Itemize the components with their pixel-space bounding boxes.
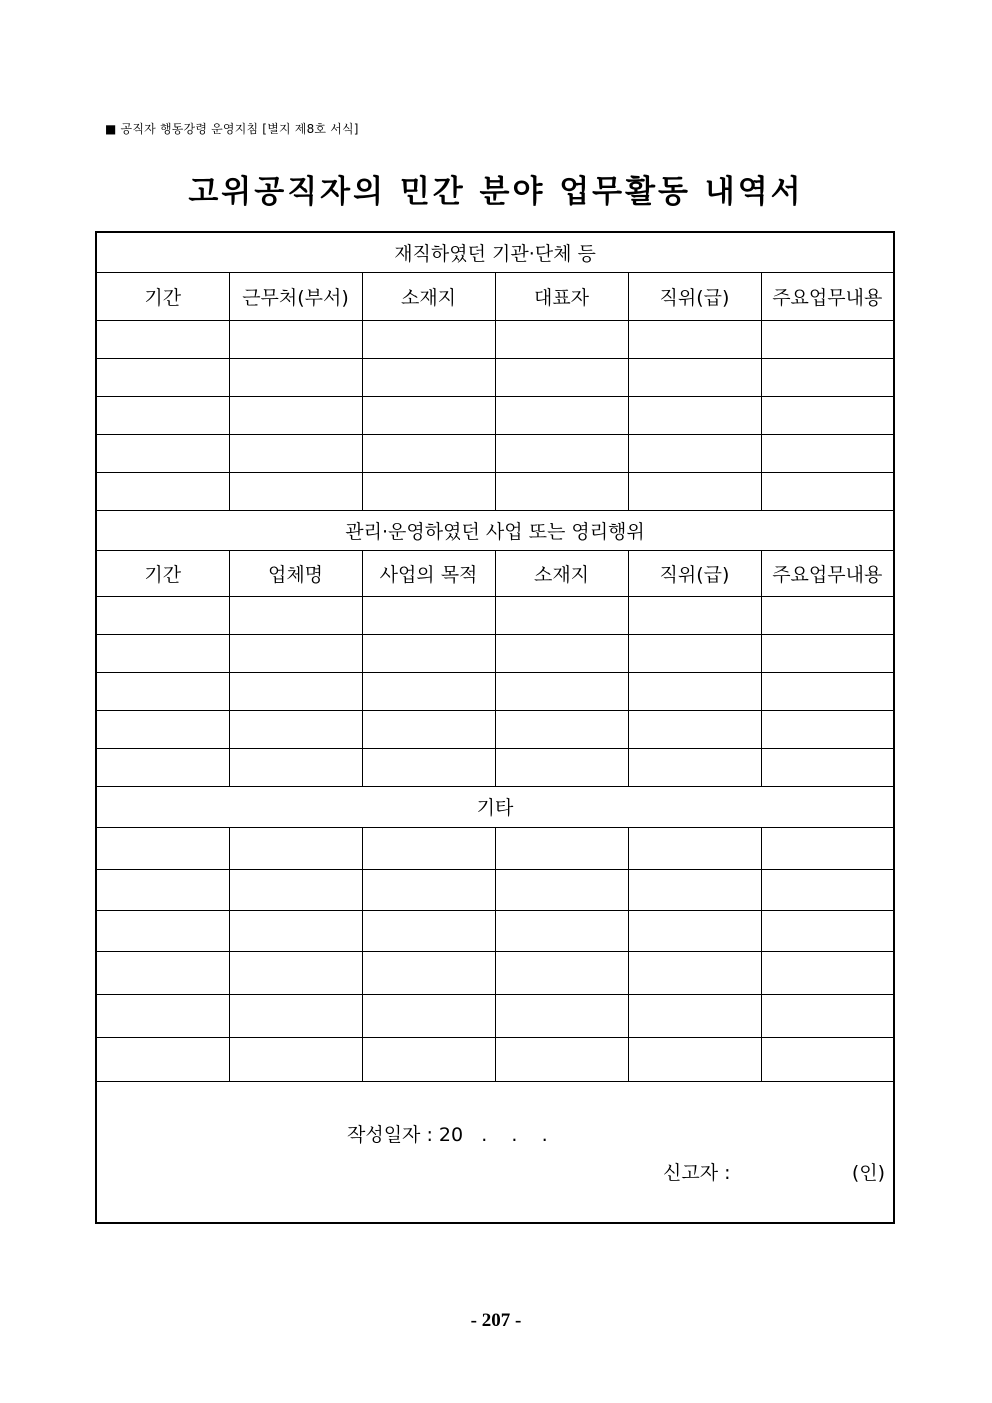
column-header-row [96, 550, 894, 596]
input-cell[interactable] [362, 596, 495, 634]
input-cell[interactable] [495, 994, 628, 1037]
document-title: 고위공직자의 민간 분야 업무활동 내역서 [188, 174, 804, 210]
input-cell[interactable] [362, 748, 495, 786]
input-cell[interactable] [362, 710, 495, 748]
table-row [96, 1037, 894, 1081]
input-cell[interactable] [362, 994, 495, 1037]
table-row [96, 434, 894, 472]
input-cell[interactable] [761, 434, 894, 472]
table-row [96, 910, 894, 951]
input-cell[interactable] [229, 320, 362, 358]
input-cell[interactable] [96, 1037, 229, 1081]
input-cell[interactable] [96, 910, 229, 951]
input-cell[interactable] [761, 472, 894, 510]
input-cell[interactable] [96, 358, 229, 396]
page-number: - 207 - [470, 1310, 522, 1331]
input-cell[interactable] [628, 994, 761, 1037]
table-row [96, 396, 894, 434]
input-cell[interactable] [761, 994, 894, 1037]
table-row [96, 634, 894, 672]
input-cell[interactable] [628, 910, 761, 951]
input-cell[interactable] [362, 320, 495, 358]
input-cell[interactable] [362, 634, 495, 672]
input-cell[interactable] [96, 634, 229, 672]
input-cell[interactable] [628, 320, 761, 358]
input-cell[interactable] [96, 596, 229, 634]
table-row [96, 827, 894, 869]
input-cell[interactable] [229, 434, 362, 472]
input-cell[interactable] [495, 472, 628, 510]
seal-mark: (인) [851, 1161, 886, 1184]
table-row [96, 320, 894, 358]
input-cell[interactable] [229, 827, 362, 869]
input-cell[interactable] [761, 320, 894, 358]
input-cell[interactable] [761, 869, 894, 910]
table-row [96, 869, 894, 910]
input-cell[interactable] [229, 396, 362, 434]
table-row [96, 748, 894, 786]
input-cell[interactable] [495, 396, 628, 434]
table-row [96, 951, 894, 994]
input-cell[interactable] [628, 596, 761, 634]
signature-block [96, 1081, 894, 1223]
input-cell[interactable] [761, 596, 894, 634]
input-cell[interactable] [761, 396, 894, 434]
input-cell[interactable] [495, 1037, 628, 1081]
section-header-row [96, 510, 894, 550]
activity-form-table [95, 231, 895, 1224]
section-header-row [96, 786, 894, 827]
section-institutions-label: 재직하였던 기관·단체 등 [96, 232, 894, 272]
input-cell[interactable] [362, 434, 495, 472]
input-cell[interactable] [96, 472, 229, 510]
input-cell[interactable] [628, 358, 761, 396]
input-cell[interactable] [229, 358, 362, 396]
table-row [96, 710, 894, 748]
input-cell[interactable] [229, 994, 362, 1037]
input-cell[interactable] [628, 1037, 761, 1081]
input-cell[interactable] [96, 869, 229, 910]
section-header-row [96, 232, 894, 272]
input-cell[interactable] [628, 710, 761, 748]
input-cell[interactable] [495, 951, 628, 994]
input-cell[interactable] [761, 1037, 894, 1081]
table-row [96, 994, 894, 1037]
input-cell[interactable] [96, 994, 229, 1037]
input-cell[interactable] [628, 634, 761, 672]
input-cell[interactable] [362, 827, 495, 869]
col-header-main-duties: 주요업무내용 [761, 272, 894, 320]
input-cell[interactable] [495, 748, 628, 786]
input-cell[interactable] [761, 710, 894, 748]
column-header-row [96, 272, 894, 320]
input-cell[interactable] [628, 827, 761, 869]
input-cell[interactable] [362, 358, 495, 396]
input-cell[interactable] [362, 869, 495, 910]
input-cell[interactable] [362, 472, 495, 510]
input-cell[interactable] [229, 910, 362, 951]
input-cell[interactable] [96, 672, 229, 710]
written-date-field[interactable]: 작성일자 : 20 . . . [347, 1123, 548, 1146]
input-cell[interactable] [628, 396, 761, 434]
input-cell[interactable] [229, 596, 362, 634]
input-cell[interactable] [229, 634, 362, 672]
input-cell[interactable] [229, 869, 362, 910]
input-cell[interactable] [96, 396, 229, 434]
input-cell[interactable] [495, 869, 628, 910]
input-cell[interactable] [628, 951, 761, 994]
input-cell[interactable] [761, 748, 894, 786]
col-header-period: 기간 [96, 550, 229, 596]
col-header-company-name: 업체명 [229, 550, 362, 596]
table-row [96, 672, 894, 710]
signature-row [96, 1081, 894, 1223]
col-header-main-duties: 주요업무내용 [761, 550, 894, 596]
input-cell[interactable] [362, 396, 495, 434]
input-cell[interactable] [96, 748, 229, 786]
input-cell[interactable] [229, 748, 362, 786]
input-cell[interactable] [495, 434, 628, 472]
input-cell[interactable] [229, 672, 362, 710]
col-header-period: 기간 [96, 272, 229, 320]
input-cell[interactable] [96, 951, 229, 994]
col-header-workplace: 근무처(부서) [229, 272, 362, 320]
col-header-representative: 대표자 [495, 272, 628, 320]
input-cell[interactable] [495, 672, 628, 710]
input-cell[interactable] [229, 951, 362, 994]
input-cell[interactable] [96, 827, 229, 869]
input-cell[interactable] [761, 951, 894, 994]
input-cell[interactable] [96, 320, 229, 358]
input-cell[interactable] [628, 869, 761, 910]
input-cell[interactable] [495, 710, 628, 748]
form-reference-note: ■ 공직자 행동강령 운영지침 [별지 제8호 서식] [105, 122, 359, 136]
reporter-field[interactable]: 신고자 : [663, 1161, 731, 1184]
col-header-position: 직위(급) [628, 272, 761, 320]
input-cell[interactable] [761, 910, 894, 951]
input-cell[interactable] [761, 827, 894, 869]
section-business-label: 관리·운영하였던 사업 또는 영리행위 [96, 510, 894, 550]
input-cell[interactable] [229, 472, 362, 510]
input-cell[interactable] [495, 910, 628, 951]
input-cell[interactable] [628, 748, 761, 786]
input-cell[interactable] [495, 596, 628, 634]
input-cell[interactable] [495, 827, 628, 869]
table-row [96, 358, 894, 396]
col-header-business-purpose: 사업의 목적 [362, 550, 495, 596]
section-other-label: 기타 [96, 786, 894, 827]
input-cell[interactable] [761, 672, 894, 710]
col-header-location: 소재지 [495, 550, 628, 596]
input-cell[interactable] [229, 710, 362, 748]
input-cell[interactable] [96, 710, 229, 748]
input-cell[interactable] [761, 634, 894, 672]
input-cell[interactable] [495, 320, 628, 358]
input-cell[interactable] [362, 672, 495, 710]
input-cell[interactable] [628, 472, 761, 510]
col-header-position: 직위(급) [628, 550, 761, 596]
input-cell[interactable] [362, 951, 495, 994]
input-cell[interactable] [628, 434, 761, 472]
input-cell[interactable] [628, 672, 761, 710]
table-row [96, 472, 894, 510]
input-cell[interactable] [96, 434, 229, 472]
input-cell[interactable] [229, 1037, 362, 1081]
col-header-location: 소재지 [362, 272, 495, 320]
input-cell[interactable] [495, 634, 628, 672]
input-cell[interactable] [362, 1037, 495, 1081]
input-cell[interactable] [761, 358, 894, 396]
input-cell[interactable] [495, 358, 628, 396]
input-cell[interactable] [362, 910, 495, 951]
table-row [96, 596, 894, 634]
